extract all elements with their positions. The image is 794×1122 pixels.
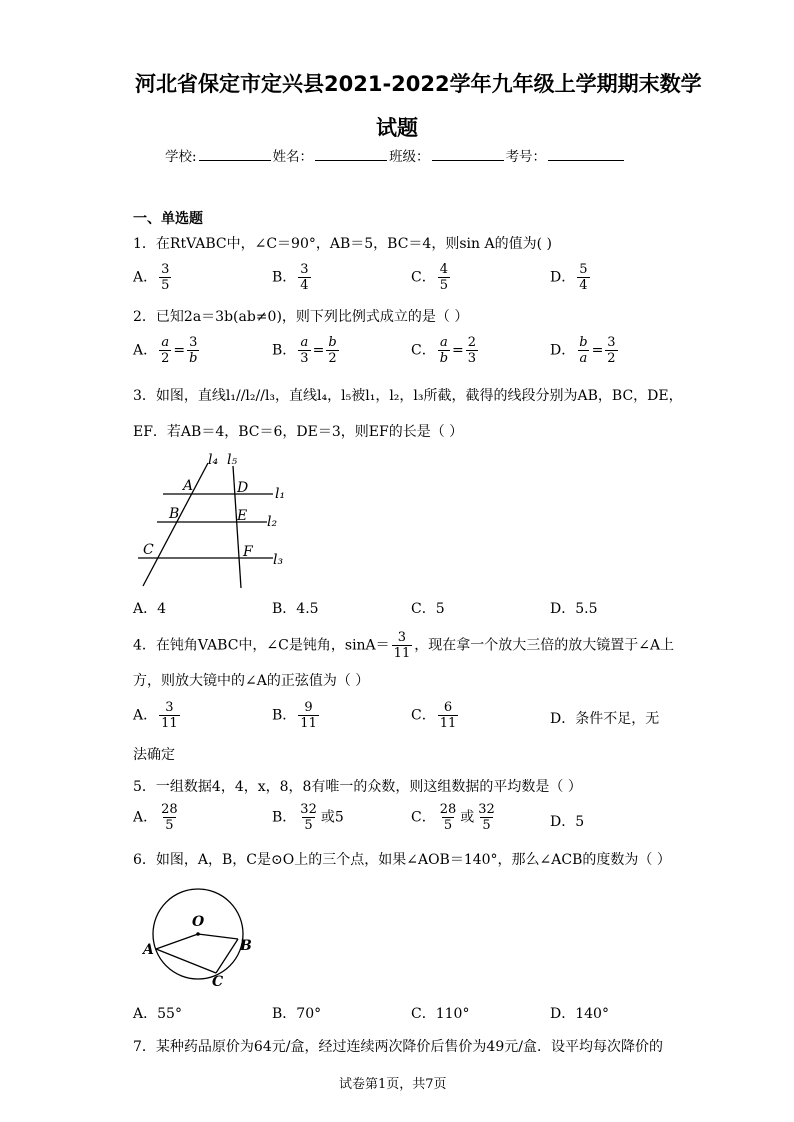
q1-option-c[interactable]: C． $\frac{4}{5}$ [411, 262, 448, 293]
q4-option-a[interactable]: A． $\frac{3}{11}$ [133, 700, 178, 731]
question-3-stem-line2: EF．若AB＝4，BC＝6，DE＝3，则EF的长是（ ） [133, 424, 464, 440]
circle-figure [140, 882, 265, 992]
question-7-stem: 7．某种药品原价为64元/盒，经过连续两次降价后售价为49元/盒．设平均每次降价的 [133, 1039, 663, 1055]
label-l5: l₅ [227, 452, 238, 468]
id-label: 考号： [505, 149, 547, 165]
q6-option-c[interactable]: C．110° [411, 1006, 470, 1022]
q2-option-c[interactable]: C． $\frac{a}{b}$ = $\frac{2}{3}$ [411, 335, 477, 366]
question-4-stem-line2: 方，则放大镜中的∠A的正弦值为（ ） [133, 673, 370, 689]
label-O: O [192, 914, 205, 930]
id-blank[interactable] [548, 146, 624, 161]
q6-option-b[interactable]: B．70° [272, 1006, 322, 1022]
q3-option-a[interactable]: A．4 [133, 601, 167, 617]
question-6-stem: 6．如图，A，B，C是⊙O上的三个点，如果∠AOB＝140°，那么∠ACB的度数为（ ） [133, 852, 671, 868]
segment-ob [198, 934, 238, 939]
question-5-stem: 5．一组数据4，4，x，8，8有唯一的众数，则这组数据的平均数是（ ） [133, 779, 582, 795]
page-title: 河北省保定市定兴县2021-2022学年九年级上学期期末数学 [135, 72, 702, 96]
q4-option-d[interactable]: D．条件不足，无 [550, 711, 660, 727]
section-heading: 一、单选题 [133, 211, 203, 227]
page-footer: 试卷第1页，共7页 [339, 1077, 447, 1092]
school-blank[interactable] [199, 146, 271, 161]
label-E: E [237, 508, 248, 524]
q1-option-a[interactable]: A． $\frac{3}{5}$ [133, 262, 170, 293]
q4-option-b[interactable]: B． $\frac{9}{11}$ [272, 700, 317, 731]
q3-option-c[interactable]: C．5 [411, 601, 445, 617]
question-2-stem: 2．已知2a＝3b(ab≠0)，则下列比例式成立的是（ ） [133, 309, 469, 325]
school-label: 学校: [165, 149, 197, 165]
label-l4: l₄ [208, 452, 219, 468]
label-C: C [212, 974, 224, 990]
class-label: 班级： [389, 149, 430, 165]
student-info-line [165, 145, 626, 165]
segment-oa [156, 934, 198, 949]
label-F: F [243, 544, 253, 560]
q2-option-a[interactable]: A． $\frac{a}{2}$ = $\frac{3}{b}$ [133, 335, 198, 366]
q6-option-a[interactable]: A．55° [133, 1006, 182, 1022]
q5-option-d[interactable]: D．5 [550, 814, 585, 830]
q2-option-d[interactable]: D． $\frac{b}{a}$ = $\frac{3}{2}$ [550, 335, 616, 366]
q1-option-b[interactable]: B． $\frac{3}{4}$ [272, 262, 309, 293]
label-D: D [237, 480, 249, 496]
label-B: B [240, 938, 252, 954]
class-blank[interactable] [432, 146, 504, 161]
q5-option-a[interactable]: A． $\frac{28}{5}$ [133, 802, 178, 833]
center-point [196, 932, 200, 936]
label-A: A [143, 942, 154, 958]
fraction: $\frac{3}{5}$ [161, 262, 170, 293]
label-l3: l₃ [273, 552, 284, 568]
q5-option-c[interactable]: C． $\frac{28}{5}$ 或 $\frac{32}{5}$ [411, 802, 495, 833]
q5-option-b[interactable]: B． $\frac{32}{5}$ 或5 [272, 802, 344, 833]
question-1-stem: 1．在RtVABC中，∠C＝90°，AB＝5，BC＝4，则sin A的值为( ) [133, 236, 552, 252]
q4-option-c[interactable]: C． $\frac{6}{11}$ [411, 700, 457, 731]
name-blank[interactable] [315, 146, 387, 161]
line-l4 [143, 463, 208, 586]
fraction: $\frac{5}{4}$ [579, 262, 588, 293]
label-C: C [143, 542, 154, 558]
parallel-lines-figure [133, 448, 303, 593]
name-label: 姓名： [272, 149, 314, 165]
label-l1: l₁ [275, 486, 286, 502]
label-A: A [183, 478, 194, 494]
q4-option-d-wrap: 法确定 [133, 747, 175, 763]
q6-option-d[interactable]: D．140° [550, 1006, 609, 1022]
fraction: $\frac{4}{5}$ [439, 262, 448, 293]
label-B: B [169, 506, 180, 522]
q2-option-b[interactable]: B． $\frac{a}{3}$ = $\frac{b}{2}$ [272, 335, 337, 366]
page-title-line2: 试题 [376, 116, 418, 140]
q1-option-d[interactable]: D． $\frac{5}{4}$ [550, 262, 588, 293]
q3-option-b[interactable]: B．4.5 [272, 601, 319, 617]
fraction: $\frac{3}{4}$ [300, 262, 309, 293]
question-3-stem-line1: 3．如图，直线l₁//l₂//l₃，直线l₄，l₅被l₁，l₂，l₃所截，截得的线段分别为AB，BC，DE， [133, 388, 683, 404]
segment-ac [156, 949, 216, 973]
question-4-stem-line1: 4．在钝角VABC中，∠C是钝角，sinA＝ $\frac{3}{11}$ ，现在拿一个放大三倍的放大镜置于∠A上 [133, 630, 675, 661]
q3-option-d[interactable]: D．5.5 [550, 601, 598, 617]
label-l2: l₂ [267, 514, 278, 530]
